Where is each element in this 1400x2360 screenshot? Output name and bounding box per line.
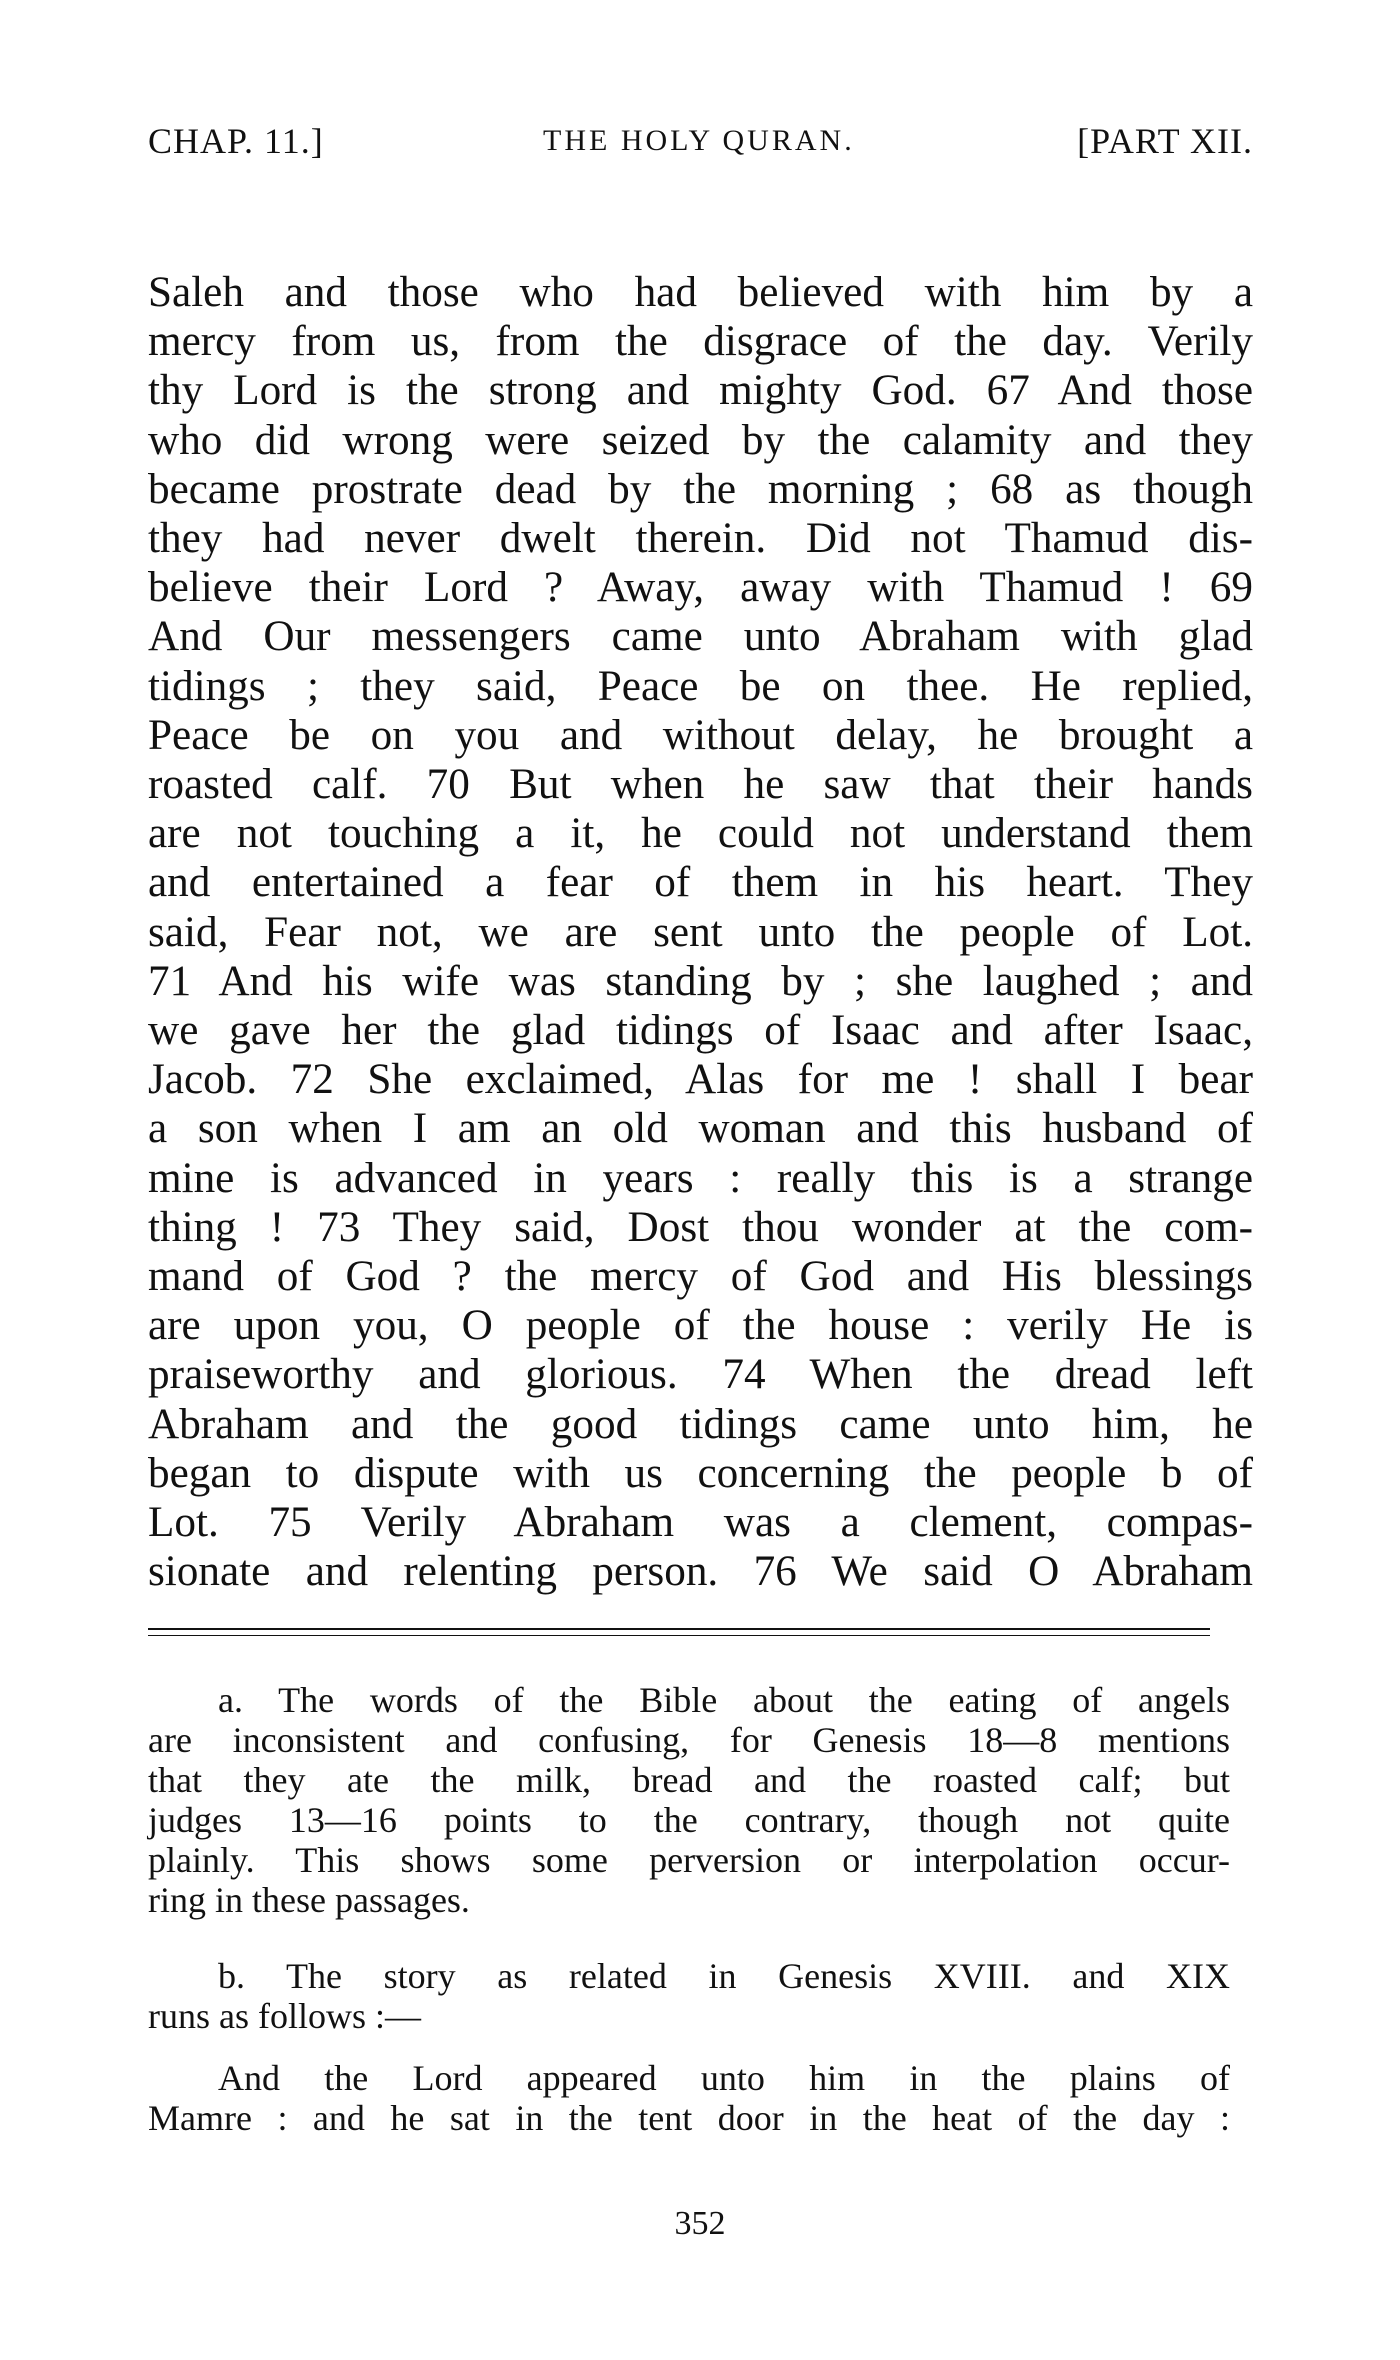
footnote-line: runs as follows :— [148,1996,421,2036]
footnote-separator [148,1628,1210,1641]
footnote-quote [148,2058,1230,2138]
text-line: became prostrate dead by the morning ; 68 as though [148,465,1253,513]
footnote-line: Mamre : and he sat in the tent door in the heat of the day : [148,2098,1230,2138]
text-line: thing ! 73 They said, Dost thou wonder at the com- [148,1203,1253,1251]
text-line: mine is advanced in years : really this is a strange [148,1154,1253,1202]
text-line: and entertained a fear of them in his heart. They [148,859,1253,907]
text-line: 71 And his wife was standing by ; she laughed ; and [148,957,1253,1005]
text-line: said, Fear not, we are sent unto the people of Lot. [148,908,1253,956]
text-line: tidings ; they said, Peace be on thee. He replied, [148,662,1253,710]
footnote-line: b. The story as related in Genesis XVIII. and XIX [218,1956,1230,1996]
separator-rule [148,1635,1210,1636]
text-line: are not touching a it, he could not understand them [148,810,1253,858]
footnote-line: are inconsistent and confusing, for Genesis 18—8 mentions [148,1720,1230,1760]
text-line: a son when I am an old woman and this husband of [148,1105,1253,1153]
footnotes [148,1680,1230,2138]
text-line: mercy from us, from the disgrace of the day. Verily [148,318,1253,366]
footnote-line: a. The words of the Bible about the eating of angels [218,1680,1230,1720]
chapter-label: CHAP. 11.] [148,121,324,161]
main-text [148,268,1253,1596]
text-line: mand of God ? the mercy of God and His blessings [148,1253,1253,1301]
text-line: roasted calf. 70 But when he saw that their hands [148,761,1253,809]
footnote-line: that they ate the milk, bread and the roasted calf; but [148,1760,1230,1800]
part-label: [PART XII. [1077,121,1253,161]
text-line: Lot. 75 Verily Abraham was a clement, compas- [148,1499,1253,1547]
footnote-b [148,1956,1230,2036]
running-header [148,120,1253,180]
text-line: praiseworthy and glorious. 74 When the dread left [148,1351,1253,1399]
text-line: we gave her the glad tidings of Isaac and after Isaac, [148,1007,1253,1055]
page-number: 352 [674,2205,726,2242]
footnote-line: ring in these passages. [148,1880,470,1920]
footnote-line: judges 13—16 points to the contrary, though not quite [148,1800,1230,1840]
footnote-a [148,1680,1230,1920]
text-line: are upon you, O people of the house : verily He is [148,1302,1253,1350]
book-title: THE HOLY QURAN. [543,124,855,157]
separator-rule [148,1628,1210,1630]
footnote-line: plainly. This shows some perversion or interpolation occur- [148,1840,1230,1880]
text-line: believe their Lord ? Away, away with Thamud ! 69 [148,564,1253,612]
text-line: Saleh and those who had believed with him by a [148,269,1253,316]
text-line: they had never dwelt therein. Did not Thamud dis- [148,515,1253,563]
text-line: began to dispute with us concerning the people b of [148,1449,1253,1497]
text-line: who did wrong were seized by the calamity and they [148,416,1253,464]
text-line: And Our messengers came unto Abraham with glad [148,613,1253,661]
text-line: Jacob. 72 She exclaimed, Alas for me ! shall I bear [148,1056,1253,1104]
text-line: sionate and relenting person. 76 We said O Abraham [148,1548,1253,1596]
text-line: thy Lord is the strong and mighty God. 67 And those [148,367,1253,415]
footnote-line: And the Lord appeared unto him in the plains of [218,2058,1230,2098]
text-line: Abraham and the good tidings came unto him, he [148,1400,1253,1448]
text-line: Peace be on you and without delay, he brought a [148,711,1253,759]
